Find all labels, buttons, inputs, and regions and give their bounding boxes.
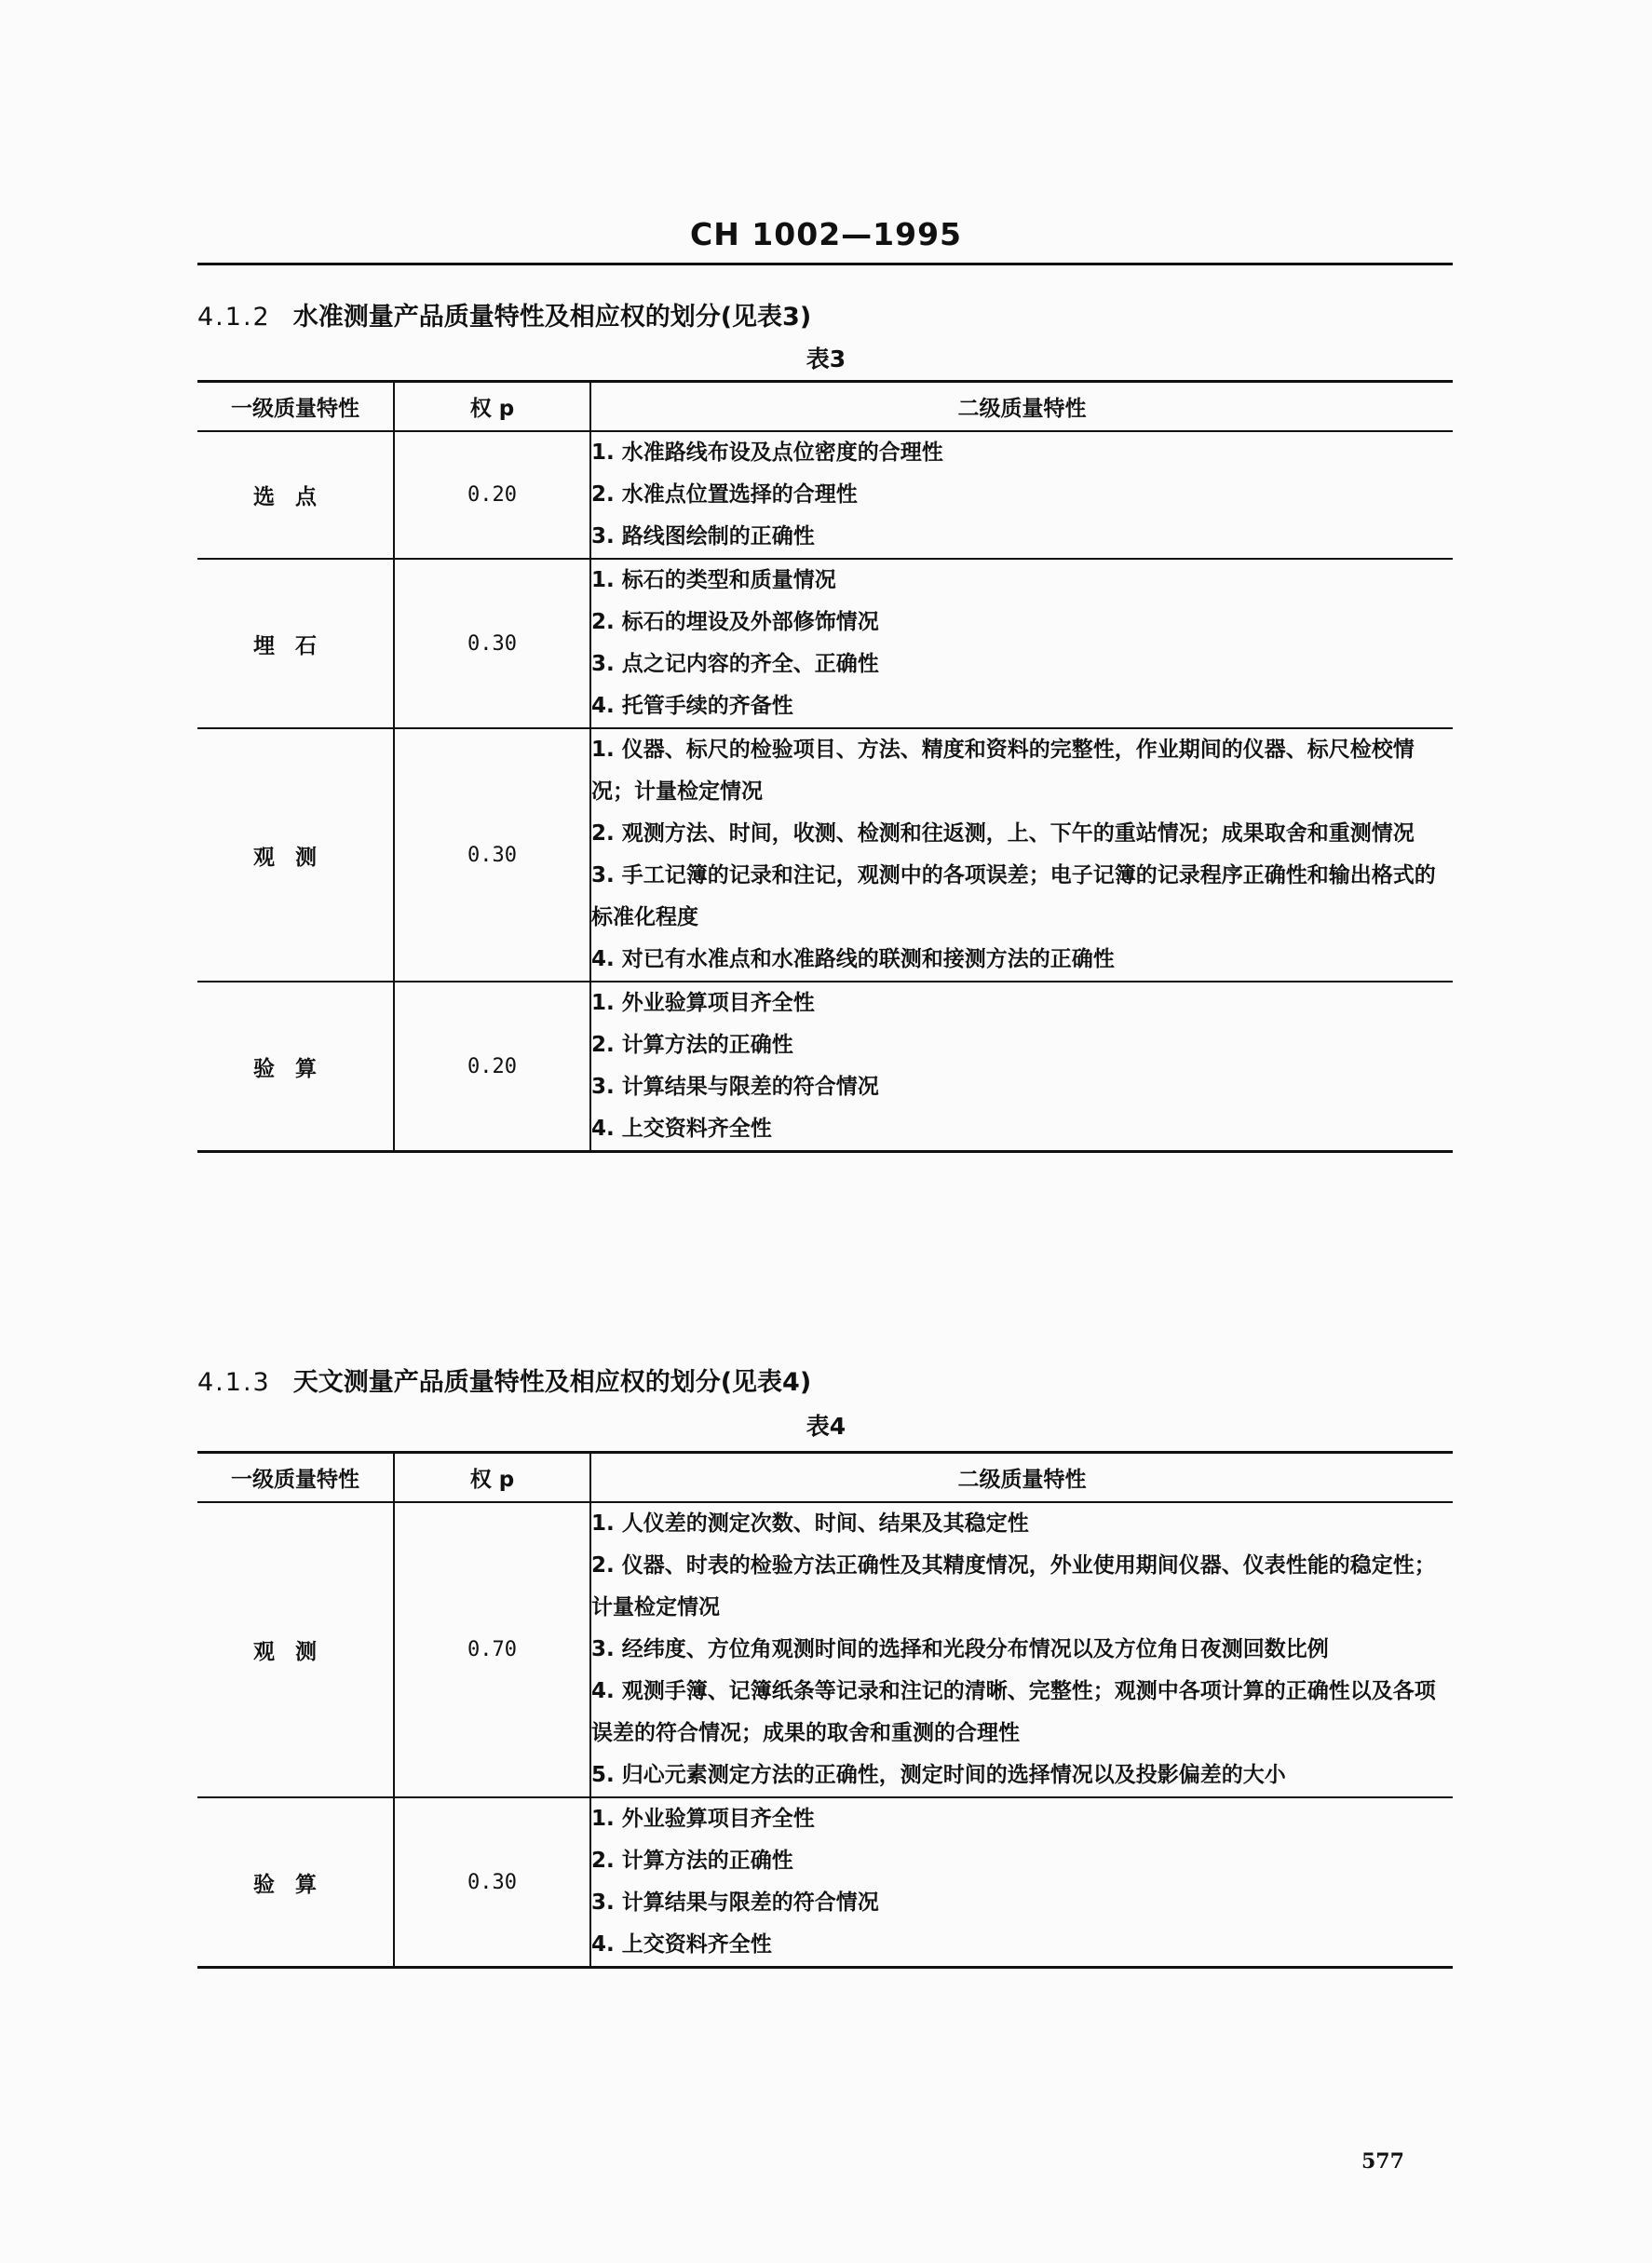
secondary-item: 1. 外业验算项目齐全性 [591,1807,815,1831]
primary-characteristic: 埋石 [197,559,394,728]
primary-characteristic: 验算 [197,1797,394,1968]
table-4 [197,1451,1453,1969]
weight-value: 0.20 [394,982,590,1152]
secondary-characteristics [590,982,1453,1152]
secondary-item: 2. 标石的埋设及外部修饰情况 [591,610,879,634]
section-number: 4.1.2 [197,303,271,332]
col-header-secondary: 二级质量特性 [590,1453,1453,1503]
section-title: 水准测量产品质量特性及相应权的划分(见表3) [292,303,812,332]
table-header-row [197,382,1453,432]
secondary-item: 4. 上交资料齐全性 [591,1932,772,1957]
table-row [197,982,1453,1152]
table-row [197,1797,1453,1968]
col-header-primary: 一级质量特性 [197,382,394,432]
secondary-item: 3. 计算结果与限差的符合情况 [591,1890,879,1915]
table-3-title: 表3 [806,346,846,373]
secondary-item: 4. 对已有水准点和水准路线的联测和接测方法的正确性 [591,947,1115,971]
weight-value: 0.30 [394,1797,590,1968]
secondary-item: 4. 托管手续的齐备性 [591,694,793,718]
col-header-secondary: 二级质量特性 [590,382,1453,432]
col-header-weight: 权 p [394,1453,590,1503]
secondary-item: 2. 观测方法、时间，收测、检测和往返测，上、下午的重站情况；成果取舍和重测情况 [591,821,1415,846]
secondary-item: 2. 水准点位置选择的合理性 [591,482,858,507]
col-header-primary: 一级质量特性 [197,1453,394,1503]
secondary-item: 2. 计算方法的正确性 [591,1033,793,1057]
secondary-characteristics [590,1797,1453,1968]
table-header-row [197,1453,1453,1503]
secondary-item: 4. 上交资料齐全性 [591,1117,772,1141]
secondary-item: 3. 路线图绘制的正确性 [591,524,815,549]
header-rule [197,263,1453,265]
table-3 [197,380,1453,1153]
secondary-item: 3. 经纬度、方位角观测时间的选择和光段分布情况以及方位角日夜测回数比例 [591,1637,1329,1661]
primary-characteristic: 观测 [197,1502,394,1797]
table-4-title: 表4 [806,1413,846,1440]
secondary-characteristics [590,1502,1453,1797]
secondary-item: 1. 水准路线布设及点位密度的合理性 [591,440,943,465]
section-heading-4-1-2 [197,296,811,332]
secondary-characteristics [590,559,1453,728]
primary-characteristic: 观测 [197,728,394,982]
secondary-item: 1. 标石的类型和质量情况 [591,568,836,592]
secondary-item: 2. 仪器、时表的检验方法正确性及其精度情况，外业使用期间仪器、仪表性能的稳定性；计量检定情况 [591,1553,1436,1619]
weight-value: 0.20 [394,431,590,559]
secondary-item: 4. 观测手簿、记簿纸条等记录和注记的清晰、完整性；观测中各项计算的正确性以及各项误差的符合情况；成果的取舍和重测的合理性 [591,1679,1436,1745]
secondary-item: 5. 归心元素测定方法的正确性，测定时间的选择情况以及投影偏差的大小 [591,1763,1286,1787]
table-row [197,1502,1453,1797]
document-code: CH 1002—1995 [689,216,963,252]
section-title: 天文测量产品质量特性及相应权的划分(见表4) [292,1368,812,1397]
col-header-weight: 权 p [394,382,590,432]
secondary-item: 1. 外业验算项目齐全性 [591,991,815,1015]
section-heading-4-1-3 [197,1362,811,1398]
table-row [197,559,1453,728]
weight-value: 0.30 [394,728,590,982]
secondary-item: 1. 仪器、标尺的检验项目、方法、精度和资料的完整性，作业期间的仪器、标尺检校情况；计量检定情况 [591,738,1415,804]
primary-characteristic: 验算 [197,982,394,1152]
secondary-item: 3. 手工记簿的记录和注记，观测中的各项误差；电子记簿的记录程序正确性和输出格式的标准化程度 [591,863,1436,929]
weight-value: 0.30 [394,559,590,728]
weight-value: 0.70 [394,1502,590,1797]
primary-characteristic: 选点 [197,431,394,559]
secondary-characteristics [590,431,1453,559]
secondary-item: 1. 人仪差的测定次数、时间、结果及其稳定性 [591,1511,1029,1536]
secondary-characteristics [590,728,1453,982]
table-row [197,728,1453,982]
page-number: 577 [1361,2149,1404,2174]
secondary-item: 3. 点之记内容的齐全、正确性 [591,652,879,676]
secondary-item: 2. 计算方法的正确性 [591,1849,793,1873]
section-number: 4.1.3 [197,1368,271,1397]
table-row [197,431,1453,559]
secondary-item: 3. 计算结果与限差的符合情况 [591,1075,879,1099]
